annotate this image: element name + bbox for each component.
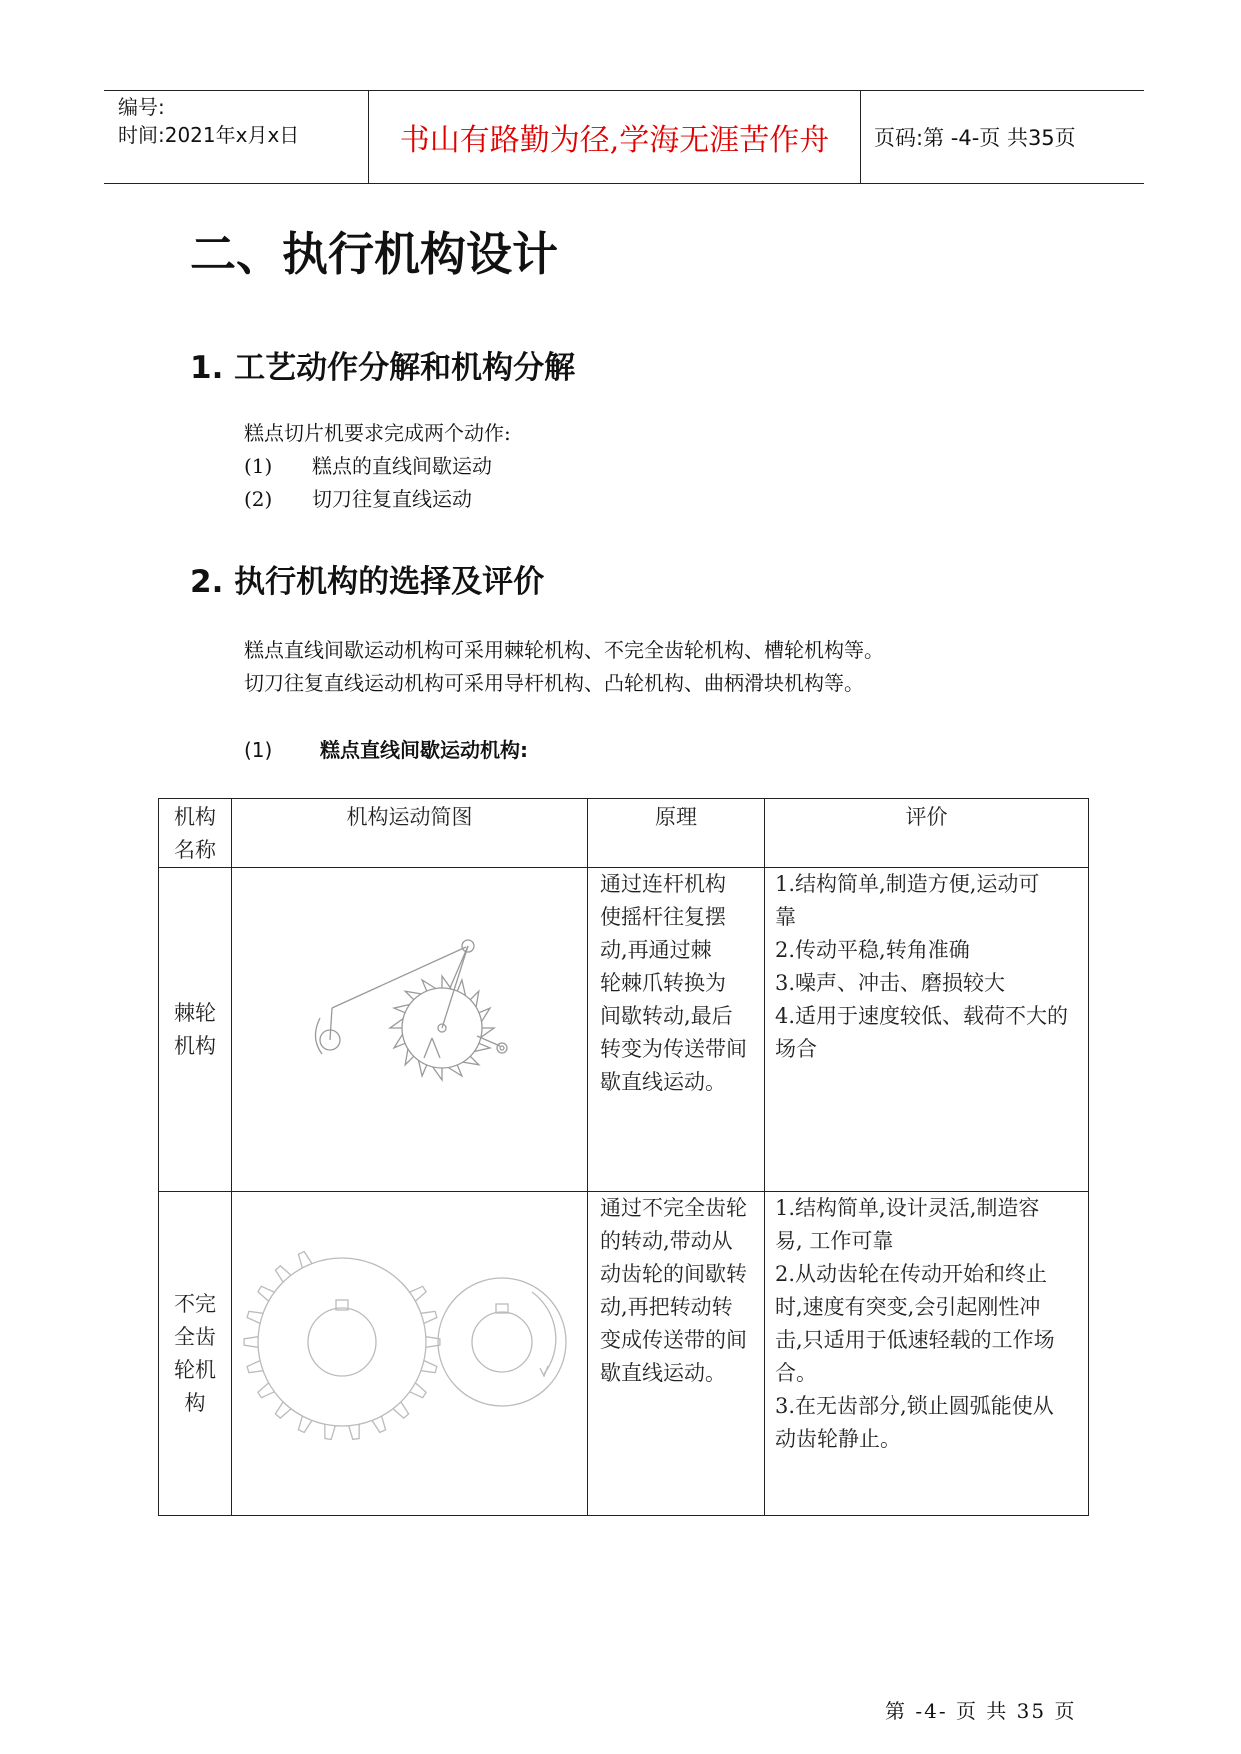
list-item: (1) 糕点的直线间歇运动 — [244, 454, 492, 478]
header-meta — [118, 93, 368, 149]
section1-title: 1. 工艺动作分解和机构分解 — [190, 350, 576, 386]
col-header-diagram: 机构运动简图 — [232, 799, 588, 868]
ratchet-mechanism-icon — [232, 868, 588, 1192]
serial-label: 编号: — [118, 95, 165, 119]
section2-line: 切刀往复直线运动机构可采用导杆机构、凸轮机构、曲柄滑块机构等。 — [244, 671, 864, 695]
page-footer: 第 -4- 页 共 35 页 — [885, 1699, 1077, 1723]
list-item: (2) 切刀往复直线运动 — [244, 487, 472, 511]
incomplete-gear-icon — [232, 1192, 588, 1516]
section2-body — [244, 634, 884, 700]
col-header-name: 机构 名称 — [159, 799, 232, 868]
header-page-info: 页码:第 -4-页 共35页 — [874, 126, 1076, 150]
section1-intro: 糕点切片机要求完成两个动作: — [244, 421, 511, 445]
principle-text: 通过连杆机构 使摇杆往复摆 动,再通过棘 轮棘爪转换为 间歇转动,最后 转变为传送带间 歇直线运动。 — [588, 868, 765, 1192]
col-header-principle: 原理 — [588, 799, 765, 868]
section2-line: 糕点直线间歇运动机构可采用棘轮机构、不完全齿轮机构、槽轮机构等。 — [244, 638, 884, 662]
section1-body — [244, 417, 511, 516]
col-header-eval: 评价 — [765, 799, 1089, 868]
header-motto: 书山有路勤为径,学海无涯苦作舟 — [399, 123, 830, 158]
time-label: 时间:2021年x月x日 — [118, 123, 300, 147]
mechanism-name: 不完 全齿 轮机 构 — [159, 1192, 232, 1516]
header-divider — [860, 91, 861, 183]
evaluation-text: 1.结构简单,设计灵活,制造容 易, 工作可靠 2.从动齿轮在传动开始和终止 时,速度有突变,会引起刚性冲 击,只适用于低速轻载的工作场 合。 3.在无齿部分,锁止圆弧能使从 动齿轮静止。 — [765, 1192, 1089, 1516]
evaluation-text: 1.结构简单,制造方便,运动可 靠 2.传动平稳,转角准确 3.噪声、冲击、磨损较大 4.适用于速度较低、载荷不大的 场合 — [765, 868, 1089, 1192]
table-header-row — [159, 799, 1089, 868]
section2-title: 2. 执行机构的选择及评价 — [190, 564, 545, 600]
subsection-title: (1) 糕点直线间歇运动机构: — [244, 738, 528, 762]
section-title: 二、执行机构设计 — [190, 227, 558, 281]
page-header — [104, 90, 1144, 184]
table-row — [159, 1192, 1089, 1516]
mechanism-name: 棘轮 机构 — [159, 868, 232, 1192]
mechanism-table — [158, 798, 1089, 1516]
table-row — [159, 868, 1089, 1192]
principle-text: 通过不完全齿轮 的转动,带动从 动齿轮的间歇转 动,再把转动转 变成传送带的间 歇直线运动。 — [588, 1192, 765, 1516]
